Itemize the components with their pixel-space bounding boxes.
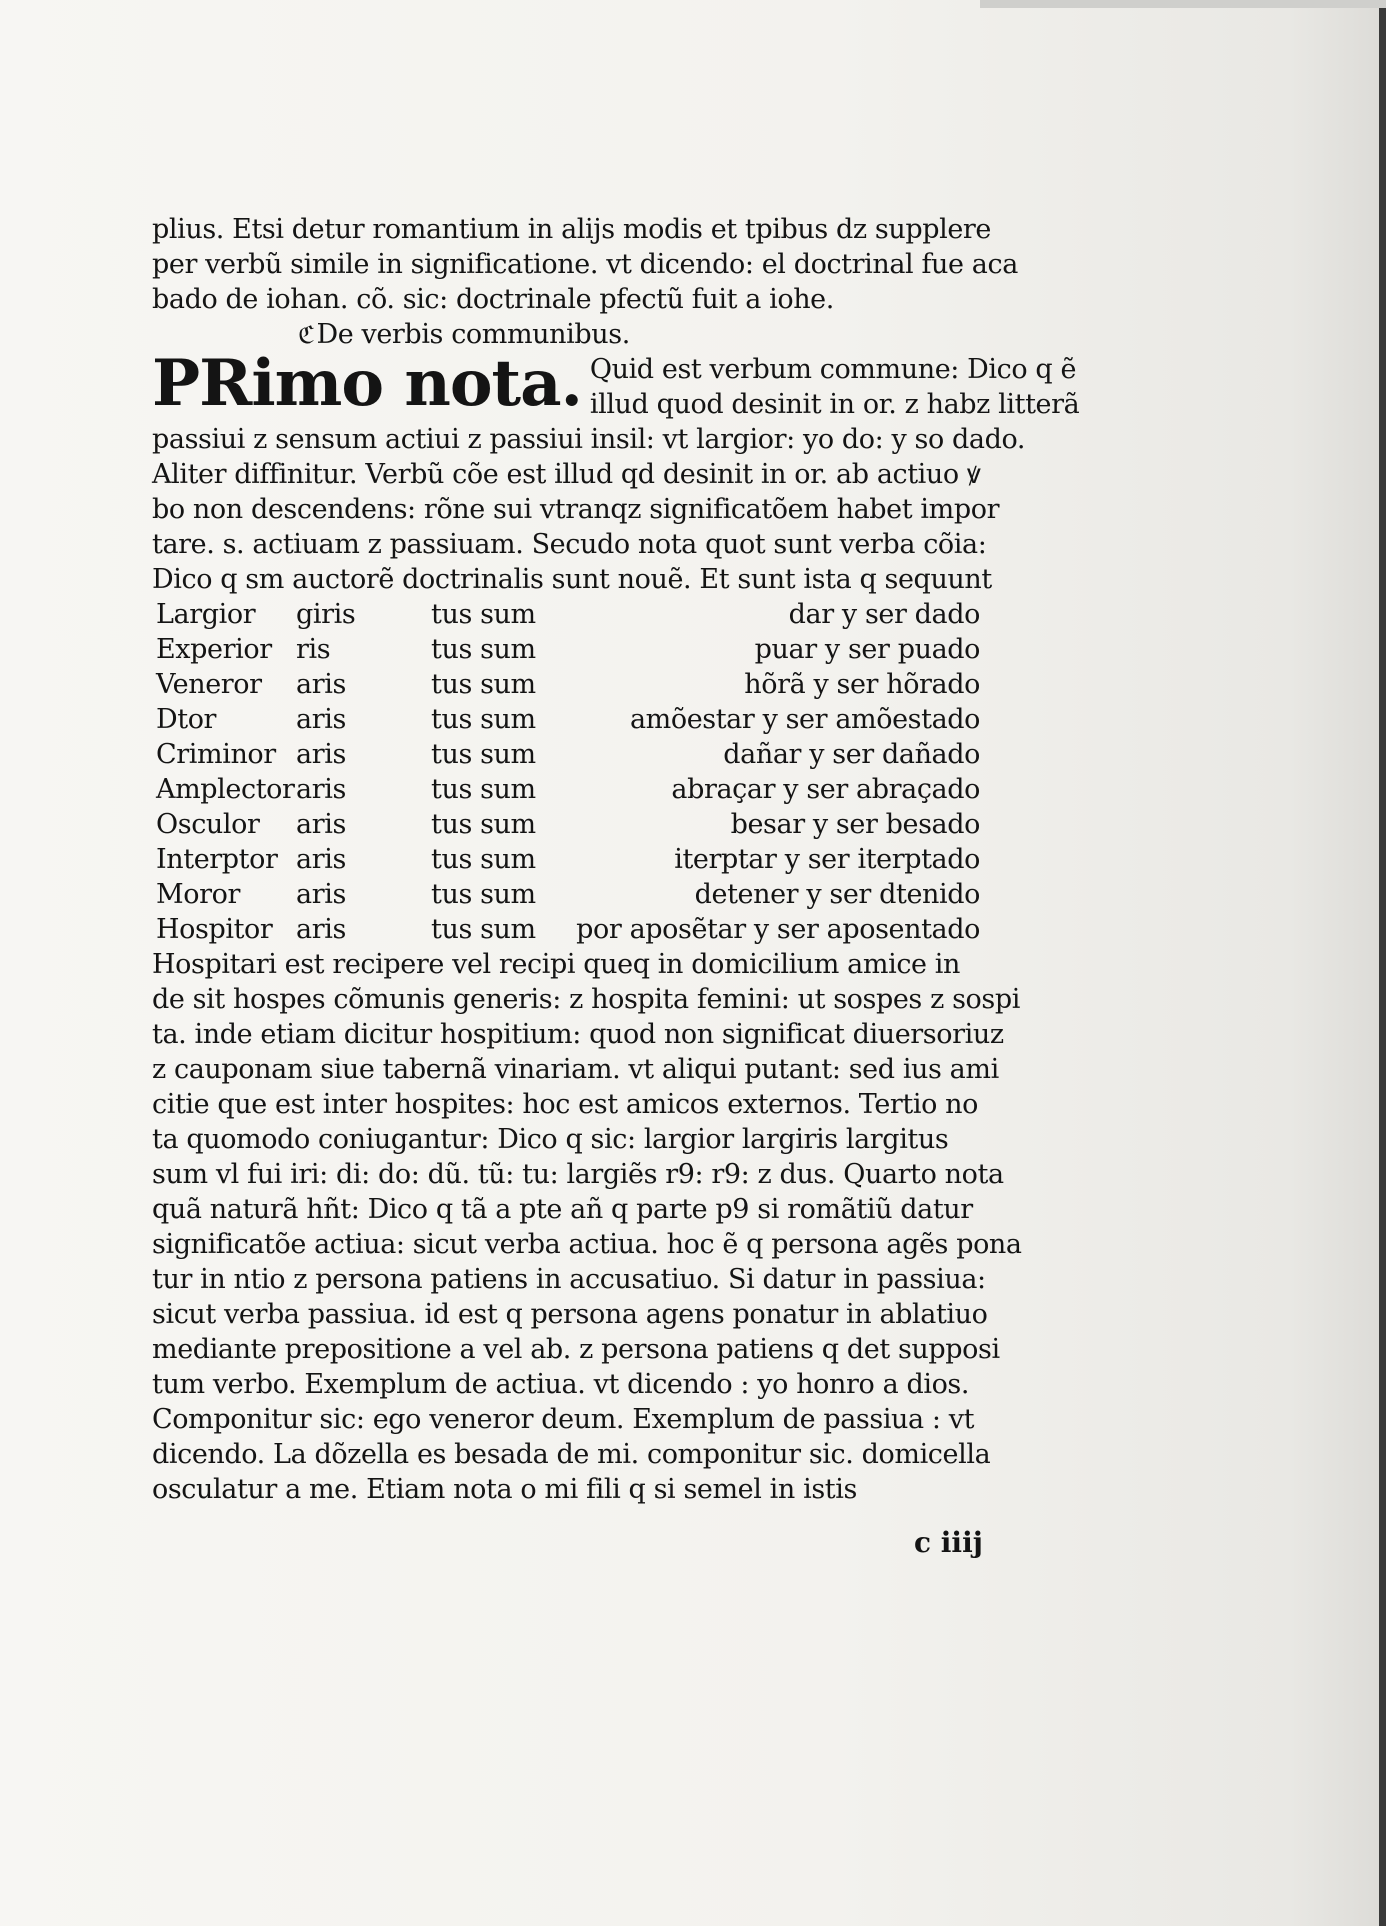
verb-perfect: tus sum — [431, 774, 536, 805]
verb-perfect: tus sum — [431, 739, 536, 770]
verb-perfect: tus sum — [431, 704, 536, 735]
verb-perfect: tus sum — [431, 844, 536, 875]
verb-lemma: Veneror — [156, 669, 262, 700]
verb-gloss: dar y ser dado — [788, 599, 980, 630]
text-line: de sit hospes cõmunis generis: z hospita femini: ut sospes z sospi — [152, 984, 1020, 1015]
verb-gloss: por aposẽtar y ser aposentado — [576, 914, 980, 945]
text-line: z cauponam siue tabernã vinariam. vt aliqui putant: sed ius ami — [152, 1054, 999, 1085]
text-line: Aliter diffinitur. Verbũ cõe est illud qd desinit in or. ab actiuo ꝟ — [152, 459, 981, 490]
text-line: quã naturã hñt: Dico q tã a pte añ q parte p9 si romãtiũ datur — [152, 1194, 973, 1225]
verb-lemma: Experior — [156, 634, 272, 665]
text-line: citie que est inter hospites: hoc est amicos externos. Tertio no — [152, 1089, 978, 1120]
verb-ending: giris — [296, 599, 356, 630]
text-line: significatõe actiua: sicut verba actiua. hoc ẽ q persona agẽs pona — [152, 1229, 1022, 1260]
verb-lemma: Osculor — [156, 809, 260, 840]
text-line: sicut verba passiua. id est q persona agens ponatur in ablatiuo — [152, 1299, 988, 1330]
scan-edge-top — [980, 0, 1386, 8]
initial-side-lines — [590, 352, 1079, 422]
verb-lemma: Hospitor — [156, 914, 273, 945]
verb-gloss: iterptar y ser iterptado — [674, 844, 980, 875]
verb-row — [156, 772, 992, 807]
verb-perfect: tus sum — [431, 599, 536, 630]
text-line: ta. inde etiam dicitur hospitium: quod non significat diuersoriuz — [152, 1019, 1004, 1050]
text-line: Dico q sm auctorẽ doctrinalis sunt nouẽ. Et sunt ista q sequunt — [152, 564, 992, 595]
verb-gloss: dañar y ser dañado — [723, 739, 980, 770]
verb-gloss: puar y ser puado — [754, 634, 980, 665]
text-line: plius. Etsi detur romantium in alijs modis et tpibus dz supplere — [152, 214, 991, 245]
verb-perfect: tus sum — [431, 634, 536, 665]
folio-signature: c iiij — [914, 1526, 983, 1559]
verb-gloss: amõestar y ser amõestado — [629, 704, 980, 735]
verb-gloss: abraçar y ser abraçado — [671, 774, 980, 805]
verb-ending: aris — [296, 914, 346, 945]
verb-row — [156, 737, 992, 772]
verb-row — [156, 912, 992, 947]
verb-row — [156, 702, 992, 737]
verb-perfect: tus sum — [431, 809, 536, 840]
text-line: per verbũ simile in significatione. vt dicendo: el doctrinal fue aca — [152, 249, 1018, 280]
verb-ending: aris — [296, 879, 346, 910]
initial-text: PRimo nota. — [152, 346, 582, 421]
text-line: Hospitari est recipere vel recipi queq in domicilium amice in — [152, 949, 961, 980]
verb-ending: aris — [296, 809, 346, 840]
verb-ending: ris — [296, 634, 331, 665]
verb-lemma: Interptor — [156, 844, 278, 875]
verb-ending: aris — [296, 774, 346, 805]
verb-lemma: Criminor — [156, 739, 276, 770]
text-line: Componitur sic: ego veneror deum. Exemplum de passiua : vt — [152, 1404, 975, 1435]
text-line: illud quod desinit in or. z habz litterã — [589, 389, 1080, 420]
verb-row — [156, 597, 992, 632]
text-line: dicendo. La dõzella es besada de mi. componitur sic. domicella — [152, 1439, 991, 1470]
verb-perfect: tus sum — [431, 914, 536, 945]
text-line: tum verbo. Exemplum de actiua. vt dicendo : yo honro a dios. — [152, 1369, 970, 1400]
text-line: Quid est verbum commune: Dico q ẽ — [589, 354, 1077, 385]
verb-row — [156, 632, 992, 667]
verb-row — [156, 807, 992, 842]
text-line: passiui z sensum actiui z passiui insil: vt largior: yo do: y so dado. — [152, 424, 1026, 455]
verb-lemma: Dtor — [156, 704, 217, 735]
scan-edge-right — [1379, 0, 1386, 1926]
initial-block — [152, 346, 1080, 422]
verb-gloss: besar y ser besado — [730, 809, 980, 840]
verb-lemma: Amplector — [156, 774, 295, 805]
text-line: osculatur a me. Etiam nota o mi fili q si semel in istis — [152, 1474, 857, 1505]
verb-row — [156, 877, 992, 912]
verb-perfect: tus sum — [431, 669, 536, 700]
text-line: bo non descendens: rõne sui vtranqz significatõem habet impor — [152, 494, 1000, 525]
text-block — [152, 212, 1080, 1507]
verb-lemma: Largior — [156, 599, 256, 630]
verb-gloss: detener y ser dtenido — [694, 879, 980, 910]
text-line: tare. s. actiuam z passiuam. Secudo nota quot sunt verba cõia: — [152, 529, 987, 560]
verb-ending: aris — [296, 844, 346, 875]
verb-perfect: tus sum — [431, 879, 536, 910]
text-line: mediante prepositione a vel ab. z persona patiens q det supposi — [152, 1334, 1000, 1365]
verb-lemma: Moror — [156, 879, 240, 910]
text-line: sum vl fui iri: di: do: dũ. tũ: tu: largiẽs r9: r9: z dus. Quarto nota — [152, 1159, 1004, 1190]
paragraph-mark-icon: ℭ — [298, 321, 315, 349]
verb-ending: aris — [296, 669, 346, 700]
verb-table — [156, 597, 992, 947]
verb-row — [156, 842, 992, 877]
text-line: bado de iohan. cõ. sic: doctrinale pfectũ fuit a iohe. — [152, 284, 834, 315]
text-line: tur in ntio z persona patiens in accusatiuo. Si datur in passiua: — [152, 1264, 986, 1295]
verb-gloss: hõrã y ser hõrado — [744, 669, 980, 700]
verb-ending: aris — [296, 704, 346, 735]
section-heading-text: De verbis communibus. — [316, 319, 630, 350]
verb-ending: aris — [296, 739, 346, 770]
text-line: ta quomodo coniugantur: Dico q sic: largior largiris largitus — [152, 1124, 949, 1155]
verb-row — [156, 667, 992, 702]
